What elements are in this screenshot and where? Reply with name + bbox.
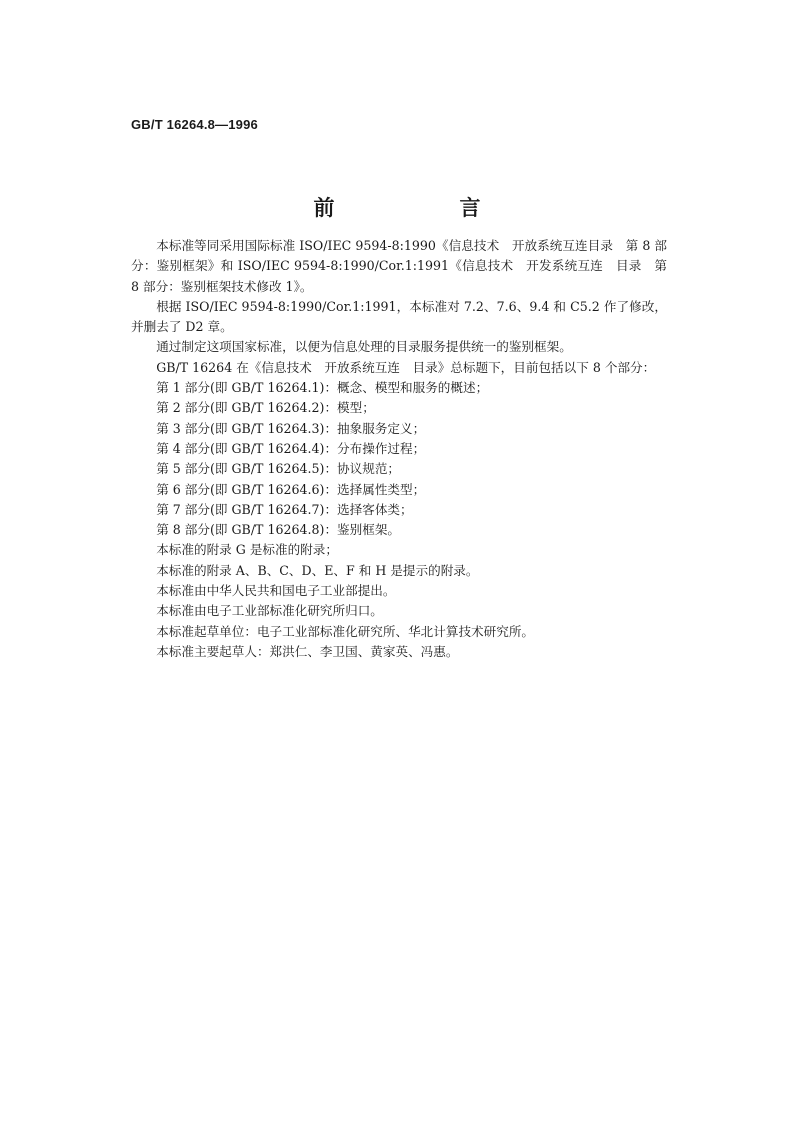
list-item-part-4: 第 4 部分(即 GB/T 16264.4)：分布操作过程； (156, 440, 426, 456)
foreword-body (131, 236, 667, 662)
paragraph-parts-intro: GB/T 16264 在《信息技术 开放系统互连 目录》总标题下，目前包括以下 8 个部分： (156, 359, 656, 375)
list-item-part-3: 第 3 部分(即 GB/T 16264.3)：抽象服务定义； (156, 420, 426, 436)
standard-code: GB/T 16264.8—1996 (131, 117, 258, 132)
paragraph-responsible-org: 本标准由电子工业部标准化研究所归口。 (156, 603, 383, 619)
paragraph-purpose: 通过制定这项国家标准，以便为信息处理的目录服务提供统一的鉴别框架。 (156, 339, 572, 355)
list-item-part-7: 第 7 部分(即 GB/T 16264.7)：选择客体类； (156, 501, 413, 517)
page-title: 前 言 (313, 196, 533, 220)
list-item-part-5: 第 5 部分(即 GB/T 16264.5)：协议规范； (156, 461, 401, 477)
paragraph-informative-annexes: 本标准的附录 A、B、C、D、E、F 和 H 是提示的附录。 (156, 562, 479, 578)
list-item-part-2: 第 2 部分(即 GB/T 16264.2)：模型； (156, 400, 375, 416)
paragraph-corrigendum: 根据 ISO/IEC 9594-8:1990/Cor.1:1991，本标准对 7.2、7.6、9.4 和 C5.2 作了修改，并删去了 D2 章。 (131, 298, 667, 335)
paragraph-drafting-units: 本标准起草单位：电子工业部标准化研究所、华北计算技术研究所。 (156, 623, 534, 639)
list-item-part-8: 第 8 部分(即 GB/T 16264.8)：鉴别框架。 (156, 522, 401, 538)
paragraph-proposer: 本标准由中华人民共和国电子工业部提出。 (156, 583, 396, 599)
list-item-part-1: 第 1 部分(即 GB/T 16264.1)：概念、模型和服务的概述； (156, 380, 489, 396)
paragraph-adoption: 本标准等同采用国际标准 ISO/IEC 9594-8:1990《信息技术 开放系统互连目录 第 8 部分：鉴别框架》和 ISO/IEC 9594-8:1990/Cor.1:1991《信息技术 开发系统互连 目录 第 8 部分：鉴别框架技术修改 1》。 (131, 238, 667, 294)
paragraph-normative-annex: 本标准的附录 G 是标准的附录； (156, 542, 338, 558)
paragraph-drafters: 本标准主要起草人：郑洪仁、李卫国、黄家英、冯惠。 (156, 643, 459, 659)
list-item-part-6: 第 6 部分(即 GB/T 16264.6)：选择属性类型； (156, 481, 426, 497)
